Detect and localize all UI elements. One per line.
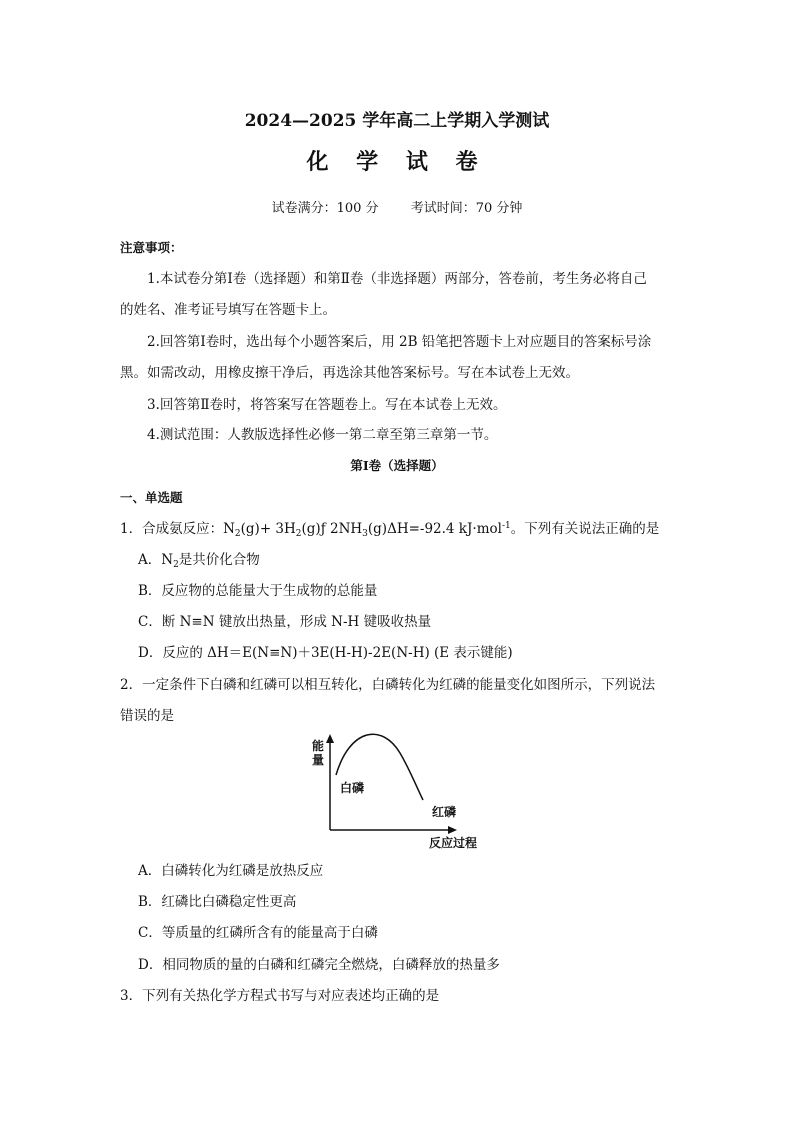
red-phosphorus-label: 红磷	[432, 805, 457, 819]
note-item-3: 3.回答第Ⅱ卷时，将答案写在答题卷上。写在本试卷上无效。	[147, 397, 507, 413]
note-item-4: 4.测试范围：人教版选择性必修一第二章至第三章第一节。	[147, 427, 498, 443]
y-axis-arrow	[326, 734, 334, 743]
question-1-option-a: A．$N_2$是共价化合物	[138, 552, 260, 570]
exam-meta	[0, 197, 794, 216]
question-2-option-a: A．白磷转化为红磷是放热反应	[138, 863, 324, 879]
x-axis-arrow	[448, 826, 457, 834]
question-1-option-d: D．反应的 ΔH＝E(N≡N)＋3E(H-H)-2E(N-H) (E 表示键能)	[138, 645, 513, 661]
question-2-stem-line-2: 错误的是	[120, 708, 174, 724]
y-axis-label-1: 能	[312, 739, 325, 753]
question-2-option-d: D．相同物质的量的白磷和红磷完全燃烧，白磷释放的热量多	[138, 957, 500, 973]
note-item-2-line-2: 黑。如需改动，用橡皮擦干净后，再选涂其他答案标号。写在本试卷上无效。	[120, 365, 579, 381]
y-axis-label-2: 量	[312, 753, 325, 767]
question-1-stem: 1．合成氨反应：$N_2(g)+$ $3H_2(g)ƒ$ $2NH_3(g)\Delta H=-92.4$ kJ·mol$^{-1}$。下列有关说法正确的是	[120, 521, 660, 539]
question-3-stem: 3．下列有关热化学方程式书写与对应表述均正确的是	[120, 988, 440, 1004]
exam-time: 考试时间：70 分钟	[410, 201, 523, 216]
question-type-title: 一、单选题	[120, 490, 183, 505]
full-score: 试卷满分：100 分	[271, 201, 379, 216]
note-item-2-line-1: 2.回答第Ⅰ卷时，选出每个小题答案后，用 2B 铅笔把答题卡上对应题目的答案标号涂	[147, 334, 652, 350]
question-2-option-c: C．等质量的红磷所含有的能量高于白磷	[138, 925, 378, 941]
note-item-1-line-2: 的姓名、准考证号填写在答题卡上。	[120, 302, 336, 318]
x-axis-label: 反应过程	[429, 836, 478, 850]
question-1-option-b: B．反应物的总能量大于生成物的总能量	[138, 583, 378, 599]
notes-heading: 注意事项：	[120, 240, 183, 255]
exam-title: 2024—2025 学年高二上学期入学测试	[244, 111, 550, 131]
white-phosphorus-label: 白磷	[340, 781, 365, 795]
question-2-option-b: B．红磷比白磷稳定性更高	[138, 894, 297, 910]
part-title: 第Ⅰ卷（选择题）	[350, 458, 444, 473]
energy-diagram	[300, 733, 490, 853]
note-item-1-line-1: 1.本试卷分第Ⅰ卷（选择题）和第Ⅱ卷（非选择题）两部分，答卷前，考生务必将自己	[147, 271, 647, 287]
subject-title: 化 学 试 卷	[306, 149, 488, 175]
question-2-stem-line-1: 2．一定条件下白磷和红磷可以相互转化，白磷转化为红磷的能量变化如图所示，下列说法	[120, 677, 656, 693]
question-1-option-c: C．断 N≡N 键放出热量，形成 N-H 键吸收热量	[138, 614, 432, 630]
